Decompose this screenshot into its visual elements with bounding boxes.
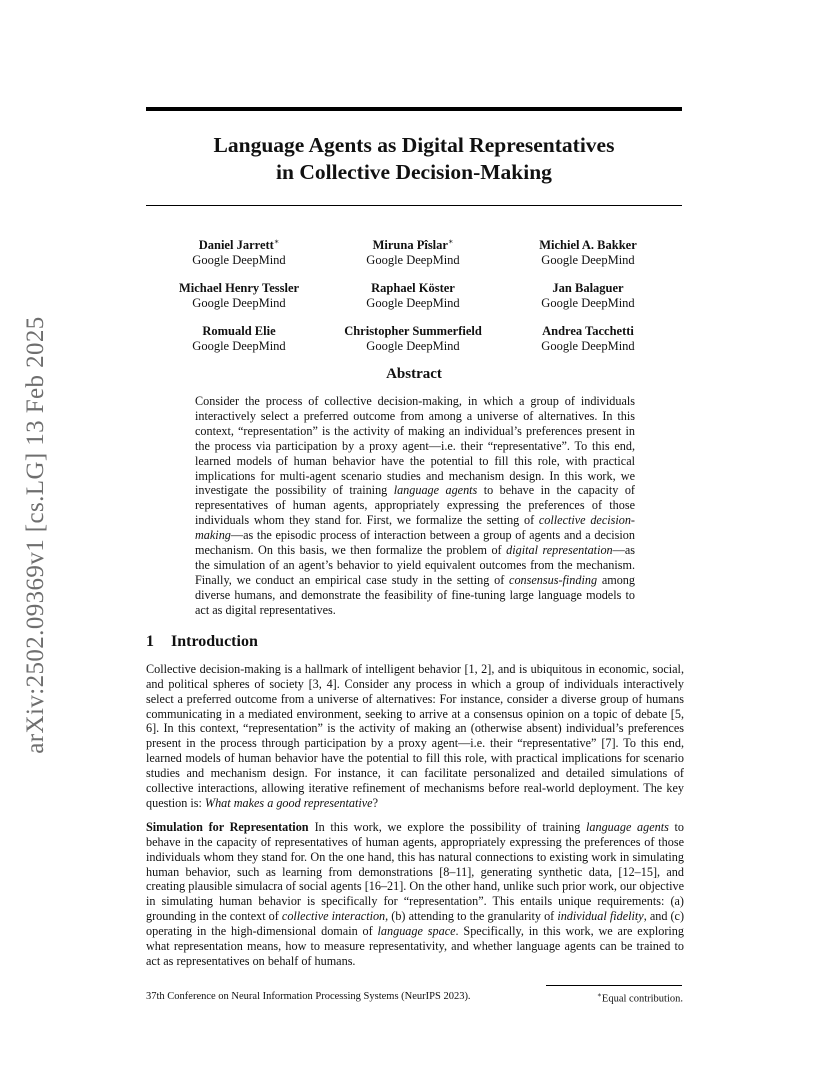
author-affiliation: Google DeepMind bbox=[541, 253, 635, 268]
title-line-1: Language Agents as Digital Representatives bbox=[213, 133, 615, 157]
intro-paragraph bbox=[146, 662, 684, 810]
author-name: Daniel Jarrett bbox=[198, 238, 274, 253]
author-entry bbox=[332, 277, 494, 311]
para2-emphasis: individual fidelity bbox=[557, 909, 644, 924]
intro-emphasis: What makes a good representative bbox=[204, 795, 373, 810]
arxiv-identifier: arXiv:2502.09369v1 [cs.LG] 13 Feb 2025 bbox=[22, 316, 49, 754]
author-entry bbox=[494, 234, 682, 268]
abstract-emphasis: collective decision-making bbox=[195, 513, 635, 543]
abstract-emphasis: digital representation bbox=[506, 543, 613, 558]
conference-note: 37th Conference on Neural Information Processing Systems (NeurIPS 2023). bbox=[146, 991, 471, 1002]
abstract-text bbox=[195, 394, 635, 618]
author-name: Raphael Köster bbox=[371, 281, 455, 296]
para2-text-run: In this work, we explore the possibility of training bbox=[314, 820, 586, 834]
author-block bbox=[146, 234, 682, 354]
author-name: Andrea Tacchetti bbox=[542, 324, 634, 339]
abstract-text-run: —as the simulation of an agent’s behavior to yield equivalent outcomes from the mechanism. Finally, we conduct an empirical case study in the setting of bbox=[195, 543, 635, 587]
footnote-text: Equal contribution. bbox=[601, 993, 683, 1005]
abstract-emphasis: language agents bbox=[393, 483, 478, 498]
paragraph-run-in-heading: Simulation for Representation bbox=[146, 820, 309, 834]
abstract-heading: Abstract bbox=[386, 366, 442, 382]
para2-text-run: to behave in the capacity of representatives of human agents, appropriately expressing the preferences of those individuals whom they stand for. On the one hand, this has natural connections to existing work in simulating human behavior, such as learning from demonstrations [8–11], generating synthetic data, [12–15], and creating plausible simulacra of social agents [16–21]. On the other hand, unlike such prior work, our objective in simulating human behavior is specifically for “representation”. This entails unique requirements: (a) grounding in the context of bbox=[146, 820, 685, 924]
author-affiliation: Google DeepMind bbox=[541, 296, 635, 311]
section-title: Introduction bbox=[171, 633, 258, 650]
author-affiliation: Google DeepMind bbox=[366, 253, 460, 268]
footnote-mark: ∗ bbox=[597, 991, 602, 999]
simulation-paragraph bbox=[146, 820, 684, 968]
abstract-text-run: —as the episodic process of interaction between a group of agents and a decision mechanism. On this basis, we then formalize the problem of bbox=[195, 528, 635, 558]
intro-text-run: ? bbox=[372, 795, 378, 810]
para2-emphasis: language space bbox=[377, 923, 456, 938]
author-affiliation: Google DeepMind bbox=[192, 296, 286, 311]
author-entry bbox=[332, 234, 494, 268]
abstract-text-run: among diverse humans, and demonstrate the feasibility of fine-tuning large language models to act as digital representatives. bbox=[195, 572, 635, 617]
abstract-emphasis: consensus-finding bbox=[509, 572, 598, 587]
author-affiliation: Google DeepMind bbox=[541, 339, 635, 354]
author-entry bbox=[146, 277, 332, 311]
abstract-text-run: Consider the process of collective decision-making, in which a group of individuals interactively select a preferred outcome from among a universe of alternatives. In this context, “representation” is the activity of making an individual’s preferences present in the process via participation by a proxy agent—i.e. their “representative”. To this end, learned models of human behavior have the potential to fill this role, with practical implications for multi-agent scenario studies and mechanism design. In this work, we investigate the possibility of training bbox=[195, 394, 635, 498]
paper-title bbox=[146, 132, 682, 186]
intro-text-run: Collective decision-making is a hallmark of intelligent behavior [1, 2], and is ubiquitous in economic, social, and political spheres of society [3, 4]. Consider any process in which a group of individuals interactively select a preferred outcome from a universe of alternatives: For instance, consider a diverse group of humans communicating in a mediated environment, seeking to arrive at a consensus opinion on a topic of debate [5, 6]. In this context, “representation” is the activity of making an (otherwise absent) individual’s preferences present in the process through participation by a proxy agent—i.e. their “representative” [7]. To this end, learned models of human behavior have the potential to fill this role, with practical implications for scenario studies and mechanism design. For instance, it can facilitate personalized and detailed simulations of collective interactions, allowing iterative refinement of mechanisms before real-world deployment. The key question is: bbox=[146, 662, 684, 810]
author-entry bbox=[146, 320, 332, 354]
para2-text-run: , and (c) operating in the high-dimensional domain of bbox=[146, 909, 685, 938]
author-affiliation: Google DeepMind bbox=[366, 296, 460, 311]
author-name: Miruna Pîslar bbox=[372, 238, 448, 253]
footnote-rule bbox=[546, 985, 682, 986]
author-name: Michael Henry Tessler bbox=[178, 281, 300, 296]
equal-contribution-footnote bbox=[597, 991, 683, 1005]
author-name: Christopher Summerfield bbox=[344, 324, 482, 339]
author-name: Michiel A. Bakker bbox=[539, 238, 637, 253]
author-affiliation: Google DeepMind bbox=[192, 339, 286, 354]
author-affiliation: Google DeepMind bbox=[192, 253, 286, 268]
para2-text-run: , (b) attending to the granularity of bbox=[385, 909, 558, 924]
para2-emphasis: collective interaction bbox=[281, 909, 386, 924]
abstract-text-run: to behave in the capacity of representatives of human agents, appropriately expressing the preferences of those individuals whom they stand for. First, we formalize the setting of bbox=[195, 483, 635, 528]
author-entry bbox=[332, 320, 494, 354]
section-heading bbox=[146, 633, 258, 651]
author-name: Romuald Elie bbox=[202, 324, 276, 339]
title-line-2: in Collective Decision-Making bbox=[276, 160, 552, 184]
title-bottom-rule bbox=[146, 205, 682, 206]
author-affiliation: Google DeepMind bbox=[366, 339, 460, 354]
author-entry bbox=[494, 320, 682, 354]
author-name: Jan Balaguer bbox=[552, 281, 624, 296]
section-number: 1 bbox=[146, 633, 154, 650]
para2-emphasis: language agents bbox=[586, 820, 669, 834]
author-entry bbox=[494, 277, 682, 311]
author-entry bbox=[146, 234, 332, 268]
para2-text-run: . Specifically, in this work, we are exploring what representation means, how to measure representativity, and whether language agents can be trained to act as representatives on behalf of humans. bbox=[146, 923, 684, 968]
title-top-rule bbox=[146, 107, 682, 111]
equal-contribution-mark: ∗ bbox=[273, 237, 280, 246]
equal-contribution-mark: ∗ bbox=[447, 237, 454, 246]
